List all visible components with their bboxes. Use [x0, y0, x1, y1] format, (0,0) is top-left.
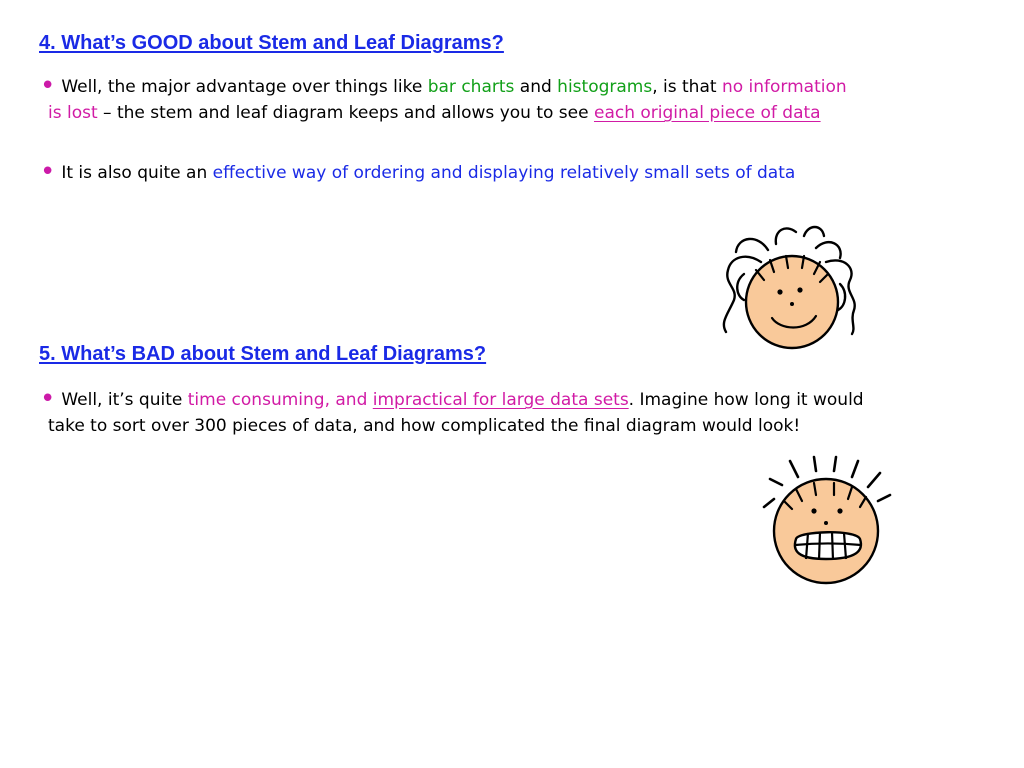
bullet-dot: • — [40, 157, 56, 187]
grimacing-face-icon — [760, 455, 895, 587]
text-run: , is that — [652, 77, 722, 97]
highlight-impractical: impractical for large data sets — [372, 390, 629, 410]
bullet-good-advantage — [40, 71, 1000, 126]
text-run: – the stem and leaf diagram keeps and allows you to see — [97, 103, 594, 123]
heading-good: 4. What’s GOOD about Stem and Leaf Diagrams? — [39, 32, 504, 54]
highlight-time-consuming: time consuming, and — [187, 390, 373, 410]
highlight-each-original-piece: each original piece of data — [593, 103, 821, 123]
text-run: . Imagine how long it would — [628, 390, 864, 410]
text-run: Well, it’s quite — [61, 390, 188, 410]
heading-bad: 5. What’s BAD about Stem and Leaf Diagrams? — [39, 343, 487, 365]
text-run: It is also quite an — [61, 163, 213, 183]
highlight-bar-charts: bar charts — [427, 77, 515, 97]
highlight-no-information: no information — [721, 77, 847, 97]
highlight-is-lost: is lost — [48, 103, 98, 123]
bullet-bad-time-consuming — [40, 384, 1010, 439]
bullet-dot: • — [40, 384, 56, 414]
text-run: and — [514, 77, 558, 97]
happy-face-icon — [716, 222, 866, 352]
highlight-histograms: histograms — [557, 77, 653, 97]
bullet-good-effective — [40, 157, 1000, 187]
bullet-dot: • — [40, 71, 56, 101]
highlight-effective-way: effective way of ordering and displaying relatively small sets of data — [212, 163, 796, 183]
text-run: take to sort over 300 pieces of data, and how complicated the final diagram would look! — [48, 416, 801, 436]
text-run: Well, the major advantage over things like — [61, 77, 428, 97]
